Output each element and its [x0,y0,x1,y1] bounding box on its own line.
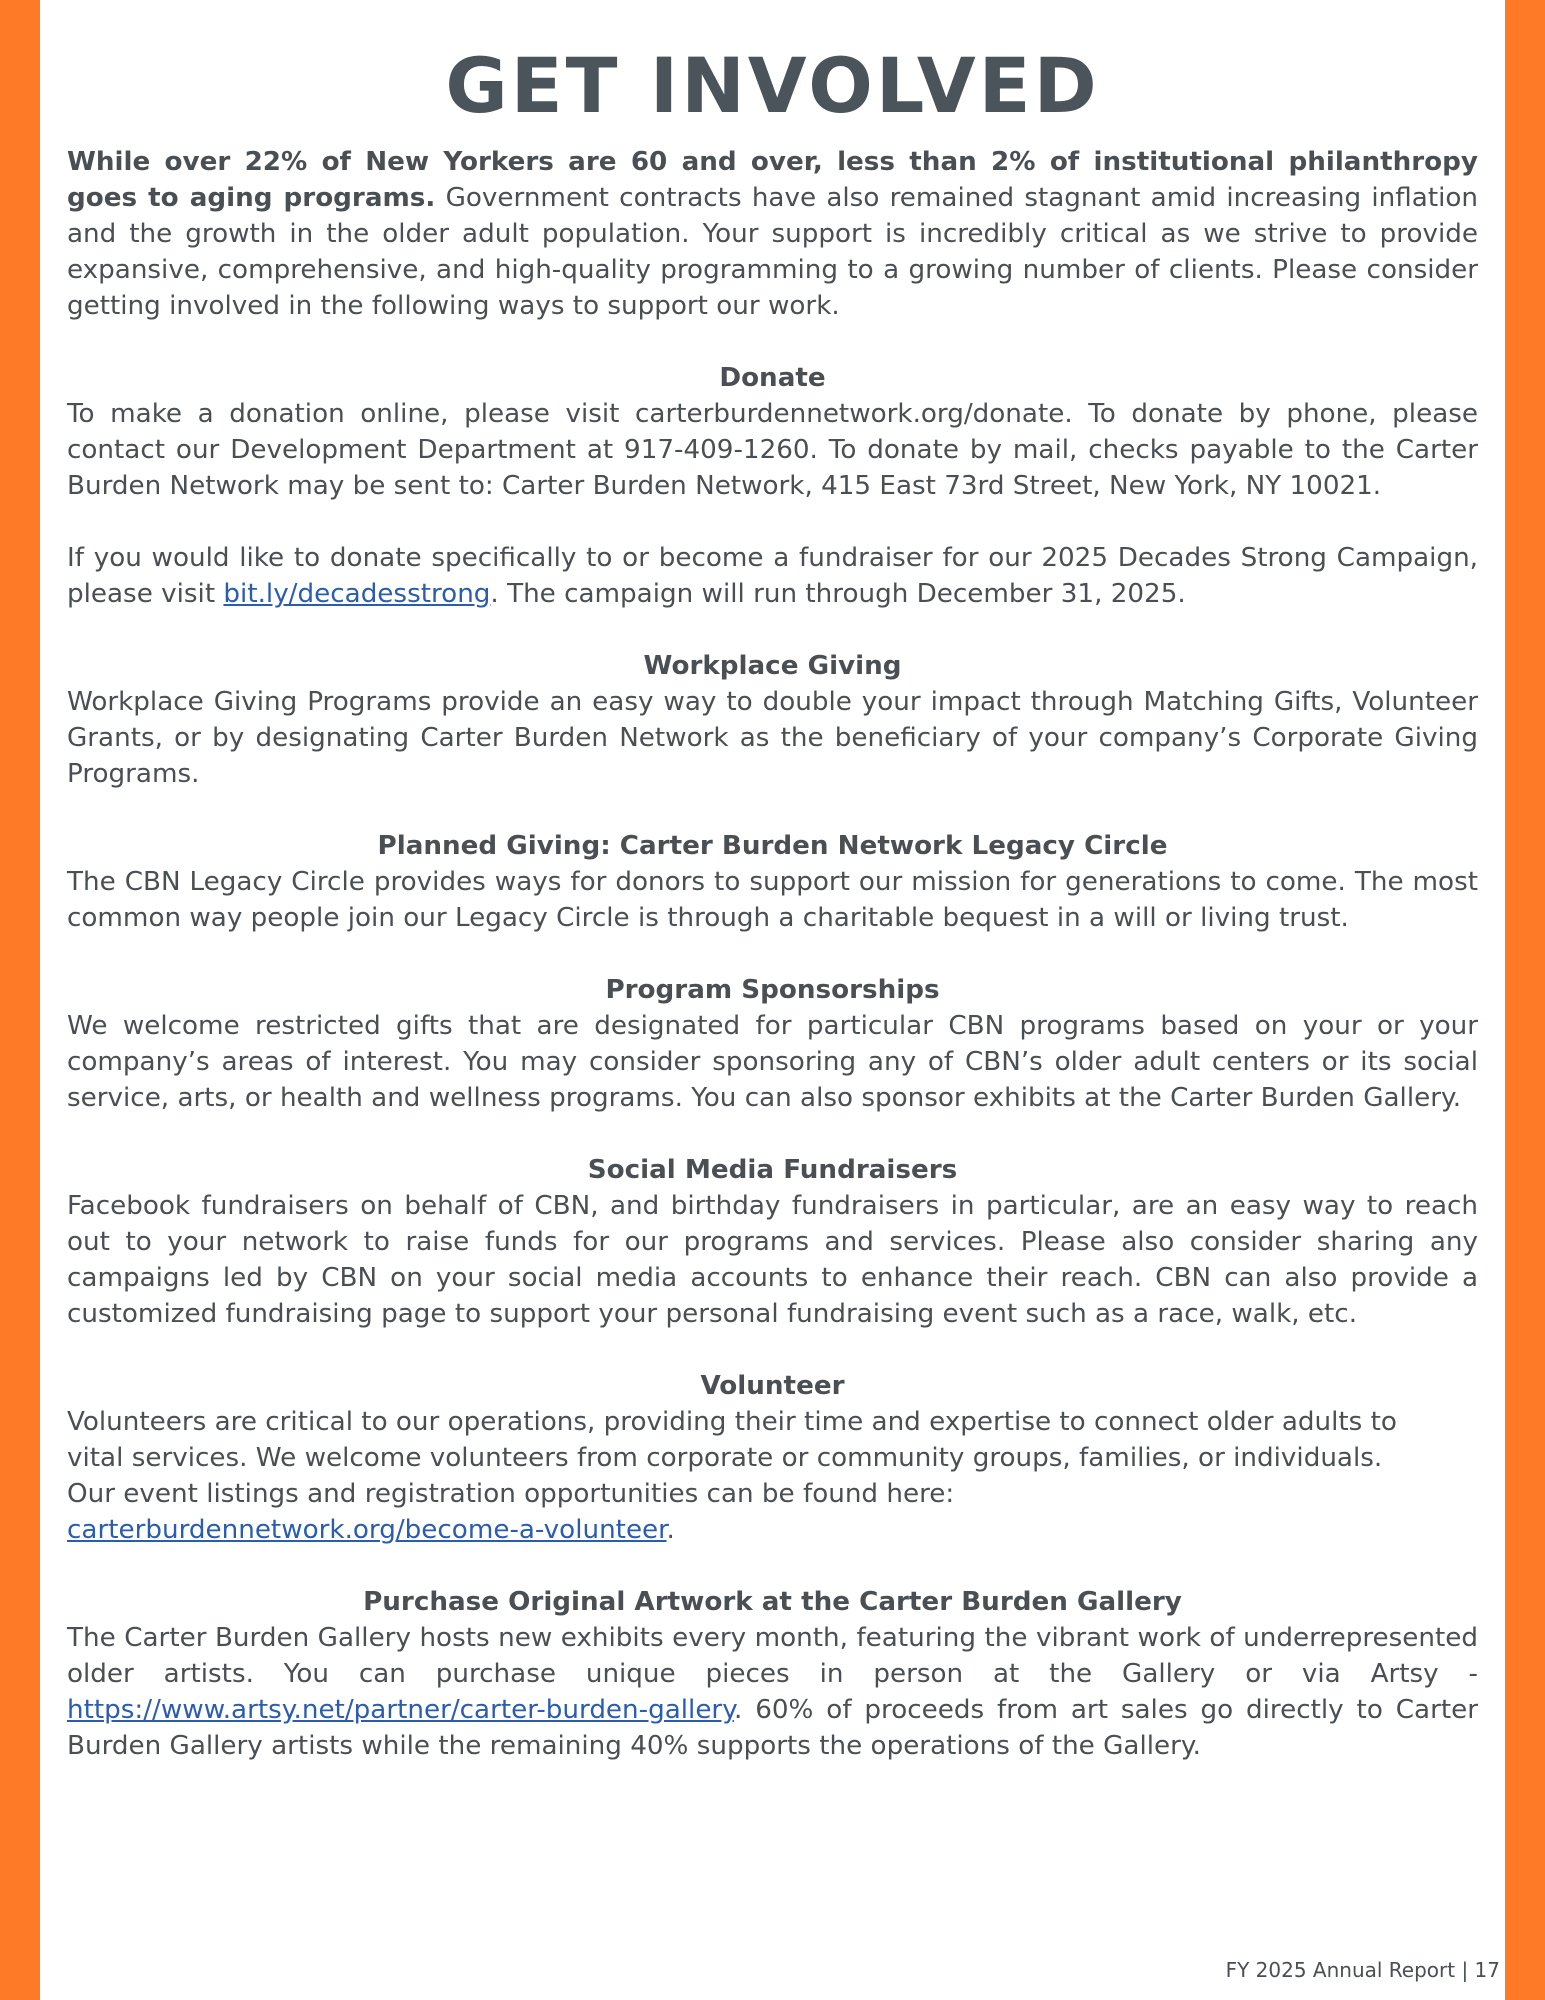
volunteer-link[interactable]: carterburdennetwork.org/become-a-volunteer [67,1515,667,1545]
page-content [67,38,1478,1764]
artwork-heading: Purchase Original Artwork at the Carter Burden Gallery [363,1587,1182,1617]
volunteer-line-3: Our event listings and registration opportunities can be found here: [67,1479,955,1509]
right-orange-border [1505,0,1545,2000]
social-media-heading: Social Media Fundraisers [587,1155,958,1185]
decades-strong-text: If you would like to donate specifically to or become a fundraiser for our 2025 Decades Strong Campaign, please visit [67,543,1478,609]
artwork-text-after: . 60% of proceeds from art sales go directly to Carter Burden Gallery artists while the remaining 40% supports the operations of the Gallery. [67,1695,1478,1761]
artwork-text: The Carter Burden Gallery hosts new exhibits every month, featuring the vibrant work of underrepresented older artists. You can purchase unique pieces in person at the Gallery or via Artsy - [67,1623,1478,1689]
workplace-giving-heading: Workplace Giving [643,651,902,681]
artwork-paragraph [67,1620,1478,1764]
intro-paragraph [67,144,1478,324]
volunteer-paragraph [67,1404,1478,1548]
volunteer-line-1: Volunteers are critical to our operations, providing their time and expertise to connect older adults to [67,1407,1397,1437]
volunteer-link-period: . [666,1515,675,1545]
decades-strong-text-after: . The campaign will run through December 31, 2025. [490,579,1186,609]
intro-text: Government contracts have also remained stagnant amid increasing inflation and the growth in the older adult population. Your support is incredibly critical as we strive to provide expansive, comprehensive, and high-quality programming to a growing number of clients. Please consider getting involved in the following ways to support our work. [67,183,1478,321]
volunteer-line-2: vital services. We welcome volunteers from corporate or community groups, families, or individuals. [67,1443,1383,1473]
volunteer-heading: Volunteer [700,1371,845,1401]
left-orange-border [0,0,40,2000]
program-sponsorships-heading: Program Sponsorships [605,975,940,1005]
program-sponsorships-paragraph: We welcome restricted gifts that are designated for particular CBN programs based on your or your company’s areas of interest. You may consider sponsoring any of CBN’s older adult centers or its social service, arts, or health and wellness programs. You can also sponsor exhibits at the Carter Burden Gallery. [67,1011,1478,1113]
artsy-link[interactable]: https://www.artsy.net/partner/carter-burden-gallery [67,1695,734,1725]
decades-strong-link[interactable]: bit.ly/decadesstrong [223,579,491,609]
workplace-giving-paragraph: Workplace Giving Programs provide an easy way to double your impact through Matching Gifts, Volunteer Grants, or by designating Carter Burden Network as the beneficiary of your company’s Corporate Giving Programs. [67,687,1478,789]
planned-giving-paragraph: The CBN Legacy Circle provides ways for donors to support our mission for generations to come. The most common way people join our Legacy Circle is through a charitable bequest in a will or living trust. [67,867,1478,933]
page-title: GET INVOLVED [445,41,1100,130]
donate-paragraph: To make a donation online, please visit carterburdennetwork.org/donate. To donate by phone, please contact our Development Department at 917-409-1260. To donate by mail, checks payable to the Carter Burden Network may be sent to: Carter Burden Network, 415 East 73rd Street, New York, NY 10021. [67,399,1478,501]
planned-giving-heading: Planned Giving: Carter Burden Network Legacy Circle [377,831,1168,861]
donate-heading: Donate [719,363,826,393]
page-footer: FY 2025 Annual Report | 17 [1225,1958,1500,1982]
social-media-paragraph: Facebook fundraisers on behalf of CBN, and birthday fundraisers in particular, are an easy way to reach out to your network to raise funds for our programs and services. Please also consider sharing any campaigns led by CBN on your social media accounts to enhance their reach. CBN can also provide a customized fundraising page to support your personal fundraising event such as a race, walk, etc. [67,1191,1478,1329]
decades-strong-paragraph [67,540,1478,612]
intro-bold-text: While over 22% of New Yorkers are 60 and over, less than 2% of institutional philanthropy goes to aging programs. [67,147,1478,213]
